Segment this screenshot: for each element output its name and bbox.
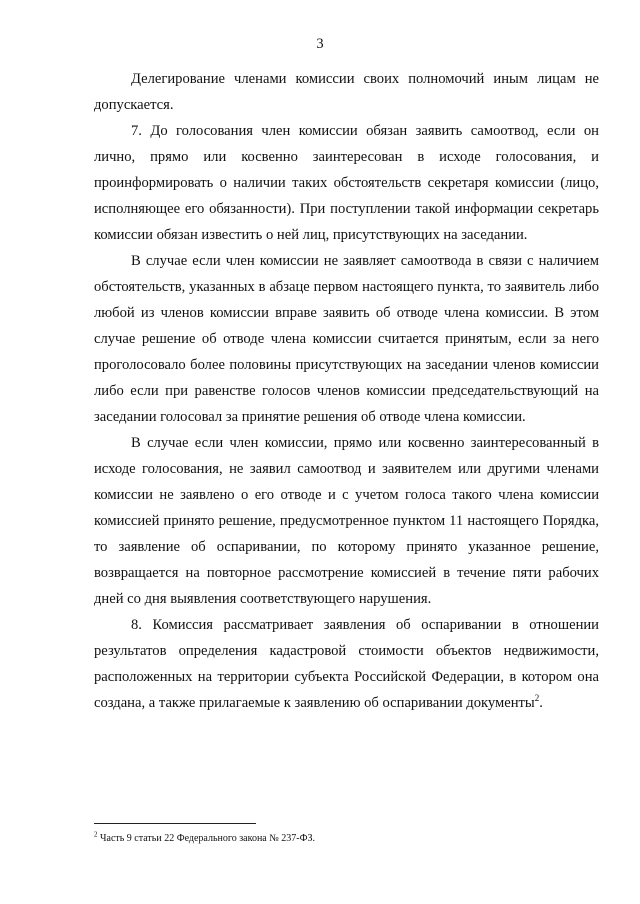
paragraph-delegation: Делегирование членами комиссии своих полномочий иным лицам не допускается.	[94, 71, 599, 113]
footnote-text: Часть 9 статьи 22 Федерального закона № 237-ФЗ.	[100, 833, 316, 844]
paragraph-recusal-by-others: В случае если член комиссии не заявляет самоотвода в связи с наличием обстоятельств, указанных в абзаце первом настоящего пункта, то заявитель либо любой из членов комиссии вправе заявить об отводе члена комиссии. В этом случае решение об отводе члена комиссии считается принятым, если за него проголосовало более половины присутствующих на заседании членов комиссии либо если при равенстве голосов членов комиссии председательствующий на заседании голосовал за принятие решения об отводе члена комиссии.	[94, 253, 599, 425]
footnote	[94, 832, 599, 845]
document-body	[94, 66, 599, 716]
footnote-separator	[94, 823, 256, 824]
footnote-marker: 2	[94, 830, 98, 839]
paragraph-item-7: 7. До голосования член комиссии обязан заявить самоотвод, если он лично, прямо или косвенно заинтересован в исходе голосования, и проинформировать о наличии таких обстоятельств секретаря комиссии (лицо, исполняющее его обязанности). При поступлении такой информации секретарь комиссии обязан известить о ней лиц, присутствующих на заседании.	[94, 123, 599, 243]
paragraph-item-8-text: 8. Комиссия рассматривает заявления об оспаривании в отношении результатов определения кадастровой стоимости объектов недвижимости, расположенных на территории субъекта Российской Федерации, в котором она создана, а также прилагаемые к заявлению об оспаривании документы	[94, 617, 599, 711]
paragraph-interested-member: В случае если член комиссии, прямо или косвенно заинтересованный в исходе голосования, не заявил самоотвод и заявителем или другими членами комиссии не заявлено о его отводе и с учетом голоса такого члена комиссии комиссией принято решение, предусмотренное пунктом 11 настоящего Порядка, то заявление об оспаривании, по которому принято указанное решение, возвращается на повторное рассмотрение комиссией в течение пяти рабочих дней со дня выявления соответствующего нарушения.	[94, 435, 599, 607]
footnote-reference[interactable]: 2	[534, 693, 540, 704]
paragraph-item-8: 8. Комиссия рассматривает заявления об оспаривании в отношении результатов определения кадастровой стоимости объектов недвижимости, расположенных на территории субъекта Российской Федерации, в котором она создана, а также прилагаемые к заявлению об оспаривании документы$^2$.	[94, 617, 599, 711]
page-number: 3	[316, 36, 324, 52]
